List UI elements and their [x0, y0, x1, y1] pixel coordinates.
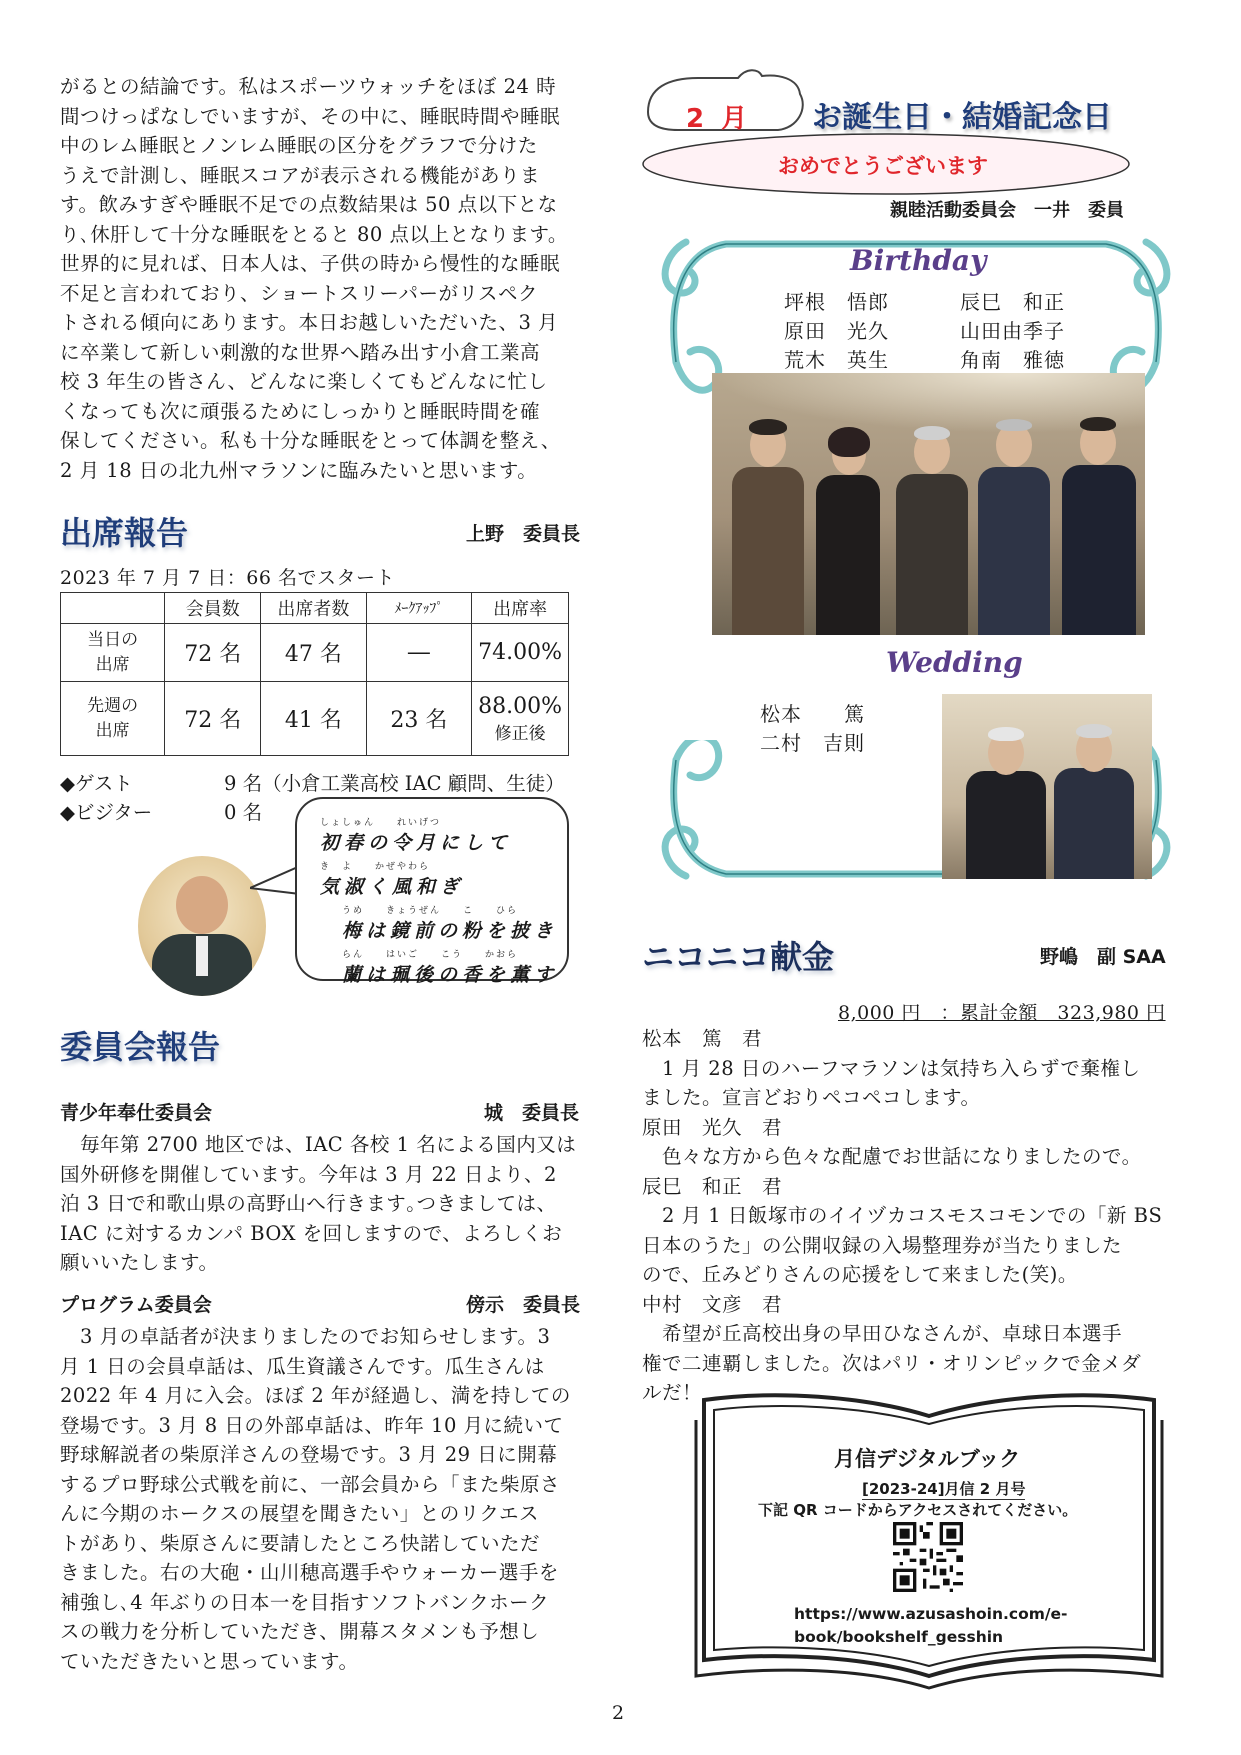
- text-line: うえで計測し、睡眠スコアが表示される機能がありま: [60, 163, 541, 187]
- text-line: がるとの結論です。私はスポーツウォッチをほぼ 24 時: [60, 75, 557, 98]
- rate-cell: [472, 682, 569, 756]
- qr-code-icon: [893, 1522, 963, 1592]
- row-label-line: 当日の: [87, 629, 139, 650]
- table-header: 会員数: [165, 593, 261, 624]
- visitor-value: 0 名: [224, 801, 263, 824]
- makeup-cell: ―: [366, 624, 472, 682]
- text-line: ました。宣言どおりペコペコします。: [642, 1086, 981, 1109]
- portrait-shirt: [196, 936, 208, 976]
- birthday-name: 荒木 英生: [784, 348, 889, 372]
- birthday-names-left: [784, 288, 924, 375]
- book-title: 月信デジタルブック: [834, 1447, 1021, 1471]
- youth-committee-name: 青少年奉仕委員会: [60, 1102, 213, 1124]
- text-line: 2022 年 4 月に入会。ほぼ 2 年が経過し、満を持しての: [60, 1384, 571, 1407]
- text-line: り､休肝して十分な睡眠をとると 80 点以上となります。: [60, 222, 568, 246]
- text-line: 2 月 1 日飯塚市のイイヅカコスモスコモンでの「新 BS: [642, 1204, 1163, 1227]
- table-row: [61, 624, 569, 682]
- visitor-label: ◆ビジター: [60, 801, 153, 824]
- text-line: ていただきたいと思っています。: [60, 1649, 359, 1673]
- person-figure: [812, 415, 884, 635]
- poem: [320, 815, 560, 987]
- text-line: トされる傾向にあります。本日お越しいただいた、3 月: [60, 311, 559, 334]
- wedding-label: Wedding: [886, 646, 1023, 679]
- person-figure: [1058, 403, 1140, 635]
- birthday-label: Birthday: [850, 244, 987, 277]
- text-line: んに今期のホークスの展望を聞きたい」とのリクエス: [60, 1502, 540, 1525]
- table-header: ﾒｰｸｱｯﾌﾟ: [366, 593, 472, 624]
- text-line: スの戦力を分析していただき、開幕スタメンも予想し: [60, 1620, 540, 1643]
- table-header: 出席者数: [261, 593, 367, 624]
- text-line: ルだ！: [642, 1381, 703, 1404]
- guest-label: ◆ゲスト: [60, 772, 133, 795]
- person-figure: [1050, 714, 1138, 879]
- text-line: 1 月 28 日のハーフマラソンは気持ち入らずで棄権し: [642, 1056, 1141, 1080]
- guest-value: 9 名（小倉工業高校 IAC 顧問、生徒）: [224, 772, 565, 795]
- person-figure: [892, 410, 972, 635]
- portrait-photo: [138, 856, 266, 996]
- text-line: 願いいたします。: [60, 1251, 219, 1274]
- row-label: [61, 682, 165, 756]
- poem-ruby: き よ かぜやわら: [320, 862, 431, 872]
- program-committee-name: プログラム委員会: [60, 1294, 212, 1316]
- wedding-name: 二村 吉則: [760, 731, 865, 755]
- text-line: 月 1 日の会員卓話は、瓜生資議さんです。瓜生さんは: [60, 1354, 545, 1378]
- text-line: 中のレム睡眠とノンレム睡眠の区分をグラフで分けた: [60, 134, 538, 157]
- donor-name: 松本 篤 君: [642, 1027, 763, 1050]
- birthday-names-right: [960, 288, 1100, 375]
- attendance-start: 2023 年 7 月 7 日：66 名でスタート: [60, 567, 395, 589]
- text-line: 希望が丘高校出身の早田ひなさんが、卓球日本選手: [642, 1322, 1123, 1345]
- program-committee-chair: 傍示 委員長: [466, 1294, 581, 1316]
- birthday-name: 原田 光久: [784, 319, 889, 343]
- members-cell: 72 名: [165, 624, 261, 682]
- poem-line: 梅は鏡前の粉を披き: [342, 920, 559, 942]
- intro-paragraph: [60, 72, 605, 485]
- rate-value: 88.00%: [478, 693, 563, 719]
- table-header: 出席率: [472, 593, 569, 624]
- text-line: IAC に対するカンパ BOX を回しますので、よろしくお: [60, 1221, 563, 1245]
- attendance-title: 出席報告: [60, 514, 189, 552]
- text-line: 国外研修を開催しています。今年は 3 月 22 日より、2: [60, 1162, 557, 1186]
- attended-cell: 41 名: [261, 682, 367, 756]
- book-url-line1[interactable]: https://www.azusashoin.com/e-: [794, 1605, 1068, 1623]
- book-issue: [2023-24]月信 2 月号: [862, 1480, 1026, 1498]
- page-number: 2: [612, 1702, 625, 1724]
- text-line: 間つけっぱなしでいますが、その中に、睡眠時間や睡眠: [60, 104, 561, 128]
- wedding-name: 松本 篤: [760, 702, 865, 726]
- book-instruction: 下記 QR コードからアクセスされてください。: [758, 1501, 1078, 1519]
- nikoniko-entries: [642, 1024, 1187, 1408]
- text-line: 毎年第 2700 地区では、IAC 各校 1 名による国内又は: [60, 1133, 577, 1156]
- poem-line: 蘭は珮後の香を薫す: [342, 964, 559, 986]
- text-line: す。飲みすぎや睡眠不足での点数結果は 50 点以下とな: [60, 193, 558, 216]
- text-line: 泊 3 日で和歌山県の高野山へ行きます｡つきましては、: [60, 1192, 557, 1215]
- nikoniko-title: ニコニコ献金: [642, 938, 835, 976]
- text-line: きました。右の大砲・山川穂高選手やウォーカー選手を: [60, 1561, 559, 1584]
- rate-note: 修正後: [494, 723, 546, 744]
- wedding-names: [760, 700, 920, 758]
- youth-committee-chair: 城 委員長: [484, 1102, 580, 1124]
- text-line: くなっても次に頑張るためにしっかりと睡眠時間を確: [60, 399, 541, 423]
- text-line: ので、丘みどりさんの応援をして来ました(笑)。: [642, 1263, 1078, 1286]
- text-line: 野球解説者の柴原洋さんの登場です。3 月 29 日に開幕: [60, 1443, 558, 1466]
- portrait-face: [176, 876, 228, 934]
- donor-name: 原田 光久 君: [642, 1115, 783, 1139]
- makeup-cell: 23 名: [366, 682, 472, 756]
- donor-name: 中村 文彦 君: [642, 1292, 783, 1316]
- table-row: [61, 682, 569, 756]
- rate-cell: 74.00%: [472, 624, 569, 682]
- program-committee-text: [60, 1322, 605, 1676]
- text-line: 3 月の卓話者が決まりましたのでお知らせします。3: [60, 1325, 551, 1348]
- youth-committee-text: [60, 1130, 605, 1278]
- birthday-name: 角南 雅徳: [960, 348, 1065, 372]
- committee-title: 委員会報告: [60, 1028, 221, 1066]
- bubble-tail: [250, 860, 300, 900]
- text-line: するプロ野球公式戦を前に、一部会員から「また柴原さ: [60, 1472, 561, 1496]
- celebration-month: 2 月: [686, 104, 752, 134]
- members-cell: 72 名: [165, 682, 261, 756]
- text-line: 世界的に見れば、日本人は、子供の時から慢性的な睡眠: [60, 252, 561, 275]
- person-figure: [962, 719, 1050, 879]
- poem-ruby: しょしゅん れいげつ: [320, 818, 442, 828]
- birthday-name: 山田由季子: [960, 319, 1065, 343]
- book-url-line2[interactable]: book/bookshelf_gesshin: [794, 1628, 1004, 1646]
- attended-cell: 47 名: [261, 624, 367, 682]
- row-label-line: 出席: [95, 720, 130, 741]
- person-figure: [974, 405, 1054, 635]
- table-header-empty: [61, 593, 165, 624]
- text-line: 色々な方から色々な配慮でお世話になりましたので。: [642, 1145, 1142, 1168]
- table-header-row: [61, 593, 569, 624]
- donor-name: 辰巳 和正 君: [642, 1174, 783, 1198]
- birthday-name: 坪根 悟郎: [784, 290, 889, 314]
- person-figure: [728, 405, 808, 635]
- text-line: 校 3 年生の皆さん、どんなに楽しくてもどんなに忙し: [60, 370, 548, 393]
- text-line: 権で二連覇しました。次はパリ・オリンピックで金メダ: [642, 1351, 1142, 1375]
- celebration-title: お誕生日・結婚記念日: [812, 100, 1112, 135]
- row-label-line: 先週の: [87, 695, 139, 716]
- attendance-chair: 上野 委員長: [466, 523, 581, 545]
- birthday-name: 辰巳 和正: [960, 290, 1065, 314]
- text-line: 保してください。私も十分な睡眠をとって体調を整え、: [60, 429, 561, 452]
- text-line: 補強し､4 年ぶりの日本一を目指すソフトバンクホーク: [60, 1590, 550, 1614]
- wedding-couple-photo: [942, 694, 1152, 879]
- text-line: 登場です。3 月 8 日の外部卓話は、昨年 10 月に続いて: [60, 1413, 564, 1437]
- attendance-table: [60, 592, 569, 756]
- row-label: [61, 624, 165, 682]
- celebration-committee: 親睦活動委員会 一井 委員: [890, 200, 1124, 221]
- text-line: トがあり、柴原さんに要請したところ快諾していただ: [60, 1531, 541, 1555]
- text-line: 日本のうた」の公開収録の入場整理券が当たりました: [642, 1233, 1123, 1257]
- poem-line: 気淑く風和ぎ: [320, 876, 465, 898]
- nikoniko-chair: 野嶋 副 SAA: [1040, 946, 1166, 968]
- poem-line: 初春の令月にして: [320, 832, 513, 854]
- text-line: 不足と言われており、ショートスリーパーがリスペク: [60, 281, 539, 305]
- poem-ruby: うめ きょうぜん こ ひら: [342, 906, 519, 916]
- nikoniko-total: 8,000 円 ：累計金額 323,980 円: [838, 1002, 1166, 1024]
- row-label-line: 出席: [95, 654, 130, 675]
- text-line: 2 月 18 日の北九州マラソンに臨みたいと思います。: [60, 458, 538, 482]
- birthday-group-photo: [712, 373, 1145, 635]
- celebration-subtitle: おめでとうございます: [778, 154, 988, 178]
- poem-ruby: らん はいご こう かおら: [342, 950, 519, 960]
- text-line: に卒業して新しい刺激的な世界へ踏み出す小倉工業高: [60, 340, 541, 364]
